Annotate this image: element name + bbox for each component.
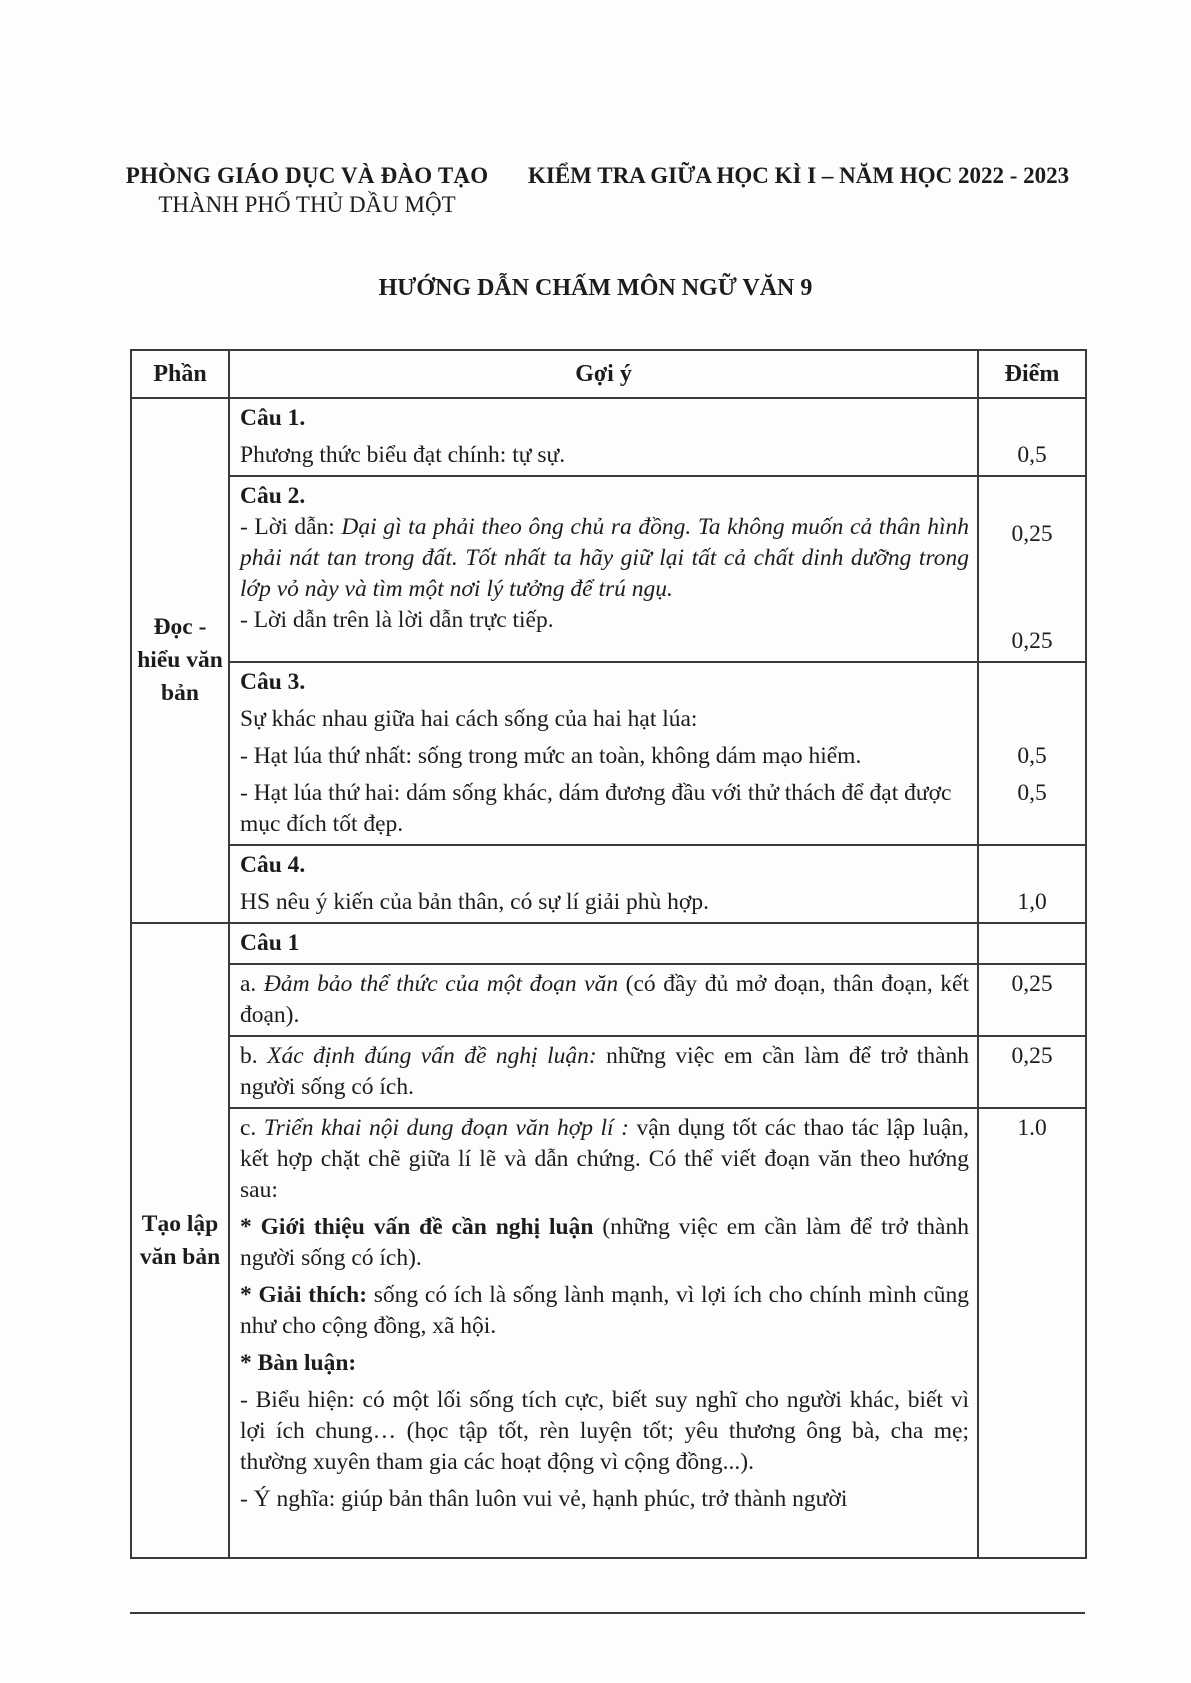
score-cell: [978, 476, 1086, 662]
score-cell: [978, 398, 1086, 476]
explain-label: * Giải thích:: [240, 1282, 368, 1308]
score-cell: [978, 923, 1086, 964]
explain-text: sống có ích là sống lành mạnh, vì lợi ích cho chính mình cũng như cho cộng đồng, xã hội.: [240, 1282, 969, 1339]
answer-text: [240, 512, 969, 605]
question-title: Câu 1.: [240, 405, 306, 431]
criterion-text: vận dụng tốt các thao tác lập luận, kết hợp chặt chẽ giữa lí lẽ và dẫn chứng. Có thể viết đoạn văn theo hướng sau:: [240, 1115, 969, 1203]
question-4-cell: [229, 845, 978, 923]
quote-text: Dại gì ta phải theo ông chủ ra đồng. Ta không muốn cả thân hình phải nát tan trong đất. Tốt nhất ta hãy giữ lại tất cả chất dinh dưỡng trong lớp vỏ này và tìm một nơi lý tưởng để trú ngụ.: [240, 514, 969, 602]
org-name: PHÒNG GIÁO DỤC VÀ ĐÀO TẠO: [125, 163, 489, 188]
header-part: Phần: [131, 350, 229, 398]
answer-text: - Hạt lúa thứ hai: dám sống khác, dám đương đầu với thử thách để đạt được mục đích tốt đẹp.: [240, 780, 952, 837]
score-value: 0,25: [1011, 628, 1053, 654]
criterion-prefix: a.: [240, 971, 264, 997]
table-row: [131, 1108, 1086, 1558]
section-writing-label: Tạo lập văn bản: [131, 923, 229, 1558]
criterion-title: Xác định đúng vấn đề nghị luận:: [267, 1043, 597, 1069]
header-score: Điểm: [978, 350, 1086, 398]
score-value: 0,25: [1011, 521, 1053, 547]
criterion-text: (có đầy đủ mở đoạn, thân đoạn, kết đoạn).: [240, 971, 969, 1028]
meaning-point: - Ý nghĩa: giúp bản thân luôn vui vẻ, hạnh phúc, trở thành người: [240, 1486, 848, 1512]
table-row: [131, 398, 1086, 476]
answer-text: Phương thức biểu đạt chính: tự sự.: [240, 442, 566, 468]
table-row: [131, 964, 1086, 1036]
score-value: 0,25: [1011, 971, 1053, 997]
intro-text: (những việc em cần làm để trở thành người sống có ích).: [240, 1214, 969, 1271]
question-2-cell: [229, 476, 978, 662]
answer-text: Sự khác nhau giữa hai cách sống của hai hạt lúa:: [240, 706, 698, 732]
criterion-prefix: b.: [240, 1043, 268, 1069]
answer-text: - Hạt lúa thứ nhất: sống trong mức an toàn, không dám mạo hiểm.: [240, 743, 862, 769]
explain-point: [240, 1280, 969, 1342]
criterion-c-cell: [229, 1108, 978, 1558]
criterion-text: những việc em cần làm để trở thành người sống có ích.: [240, 1043, 970, 1100]
table-row: [131, 923, 1086, 964]
intro-point: [240, 1212, 969, 1274]
score-cell: [978, 1036, 1086, 1108]
score-value: 0,5: [1017, 442, 1047, 468]
org-city: THÀNH PHỐ THỦ DẦU MỘT: [158, 192, 456, 217]
criterion-c-text: [240, 1113, 969, 1206]
page-title: HƯỚNG DẪN CHẤM MÔN NGỮ VĂN 9: [378, 275, 813, 301]
criterion-b-cell: [229, 1036, 978, 1108]
answer-text: HS nêu ý kiến của bản thân, có sự lí giải phù hợp.: [240, 889, 709, 915]
score-value: 0,5: [1017, 743, 1047, 769]
grading-table: [130, 349, 1087, 1559]
question-1-cell: [229, 398, 978, 476]
organization-header: [117, 163, 497, 218]
expression-point: - Biểu hiện: có một lối sống tích cực, biết suy nghĩ cho người khác, biết vì lợi ích chung… (học tập tốt, rèn luyện tốt; yêu thương ông bà, cha mẹ; thường xuyên tham gia các hoạt động vì cộng đồng...).: [240, 1387, 969, 1475]
score-value: 1.0: [1017, 1115, 1047, 1141]
score-value: 1,0: [1017, 889, 1047, 915]
table-row: [131, 476, 1086, 662]
section-reading-label: Đọc - hiểu văn bản: [131, 398, 229, 923]
score-cell: [978, 845, 1086, 923]
table-row: [131, 1036, 1086, 1108]
score-cell: [978, 662, 1086, 845]
score-value: 0,5: [1017, 780, 1047, 806]
table-row: [131, 845, 1086, 923]
page-bottom-margin: [0, 1615, 1191, 1683]
criterion-prefix: c.: [240, 1115, 264, 1141]
question-3-cell: [229, 662, 978, 845]
answer-text: - Lời dẫn trên là lời dẫn trực tiếp.: [240, 607, 554, 633]
question-title: Câu 2.: [240, 483, 306, 509]
discuss-label: * Bàn luận:: [240, 1350, 357, 1376]
table-bottom-edge: [130, 1612, 1085, 1614]
question-title: Câu 1: [240, 930, 300, 956]
score-value: 0,25: [1011, 1043, 1053, 1069]
table-header-row: [131, 350, 1086, 398]
writing-question-title-cell: [229, 923, 978, 964]
criterion-a-cell: [229, 964, 978, 1036]
score-cell: [978, 1108, 1086, 1558]
score-cell: [978, 964, 1086, 1036]
question-title: Câu 4.: [240, 852, 306, 878]
quote-prefix: - Lời dẫn:: [240, 514, 342, 540]
discuss-point: [240, 1348, 969, 1379]
intro-label: * Giới thiệu vấn đề cần nghị luận: [240, 1214, 594, 1240]
table-row: [131, 662, 1086, 845]
header-hint: Gợi ý: [229, 350, 978, 398]
criterion-title: Đảm bảo thể thức của một đoạn văn: [263, 971, 619, 997]
question-title: Câu 3.: [240, 669, 306, 695]
exam-title: KIỂM TRA GIỮA HỌC KÌ I – NĂM HỌC 2022 - 2023: [528, 163, 1070, 188]
criterion-title: Triển khai nội dung đoạn văn hợp lí :: [263, 1115, 629, 1141]
